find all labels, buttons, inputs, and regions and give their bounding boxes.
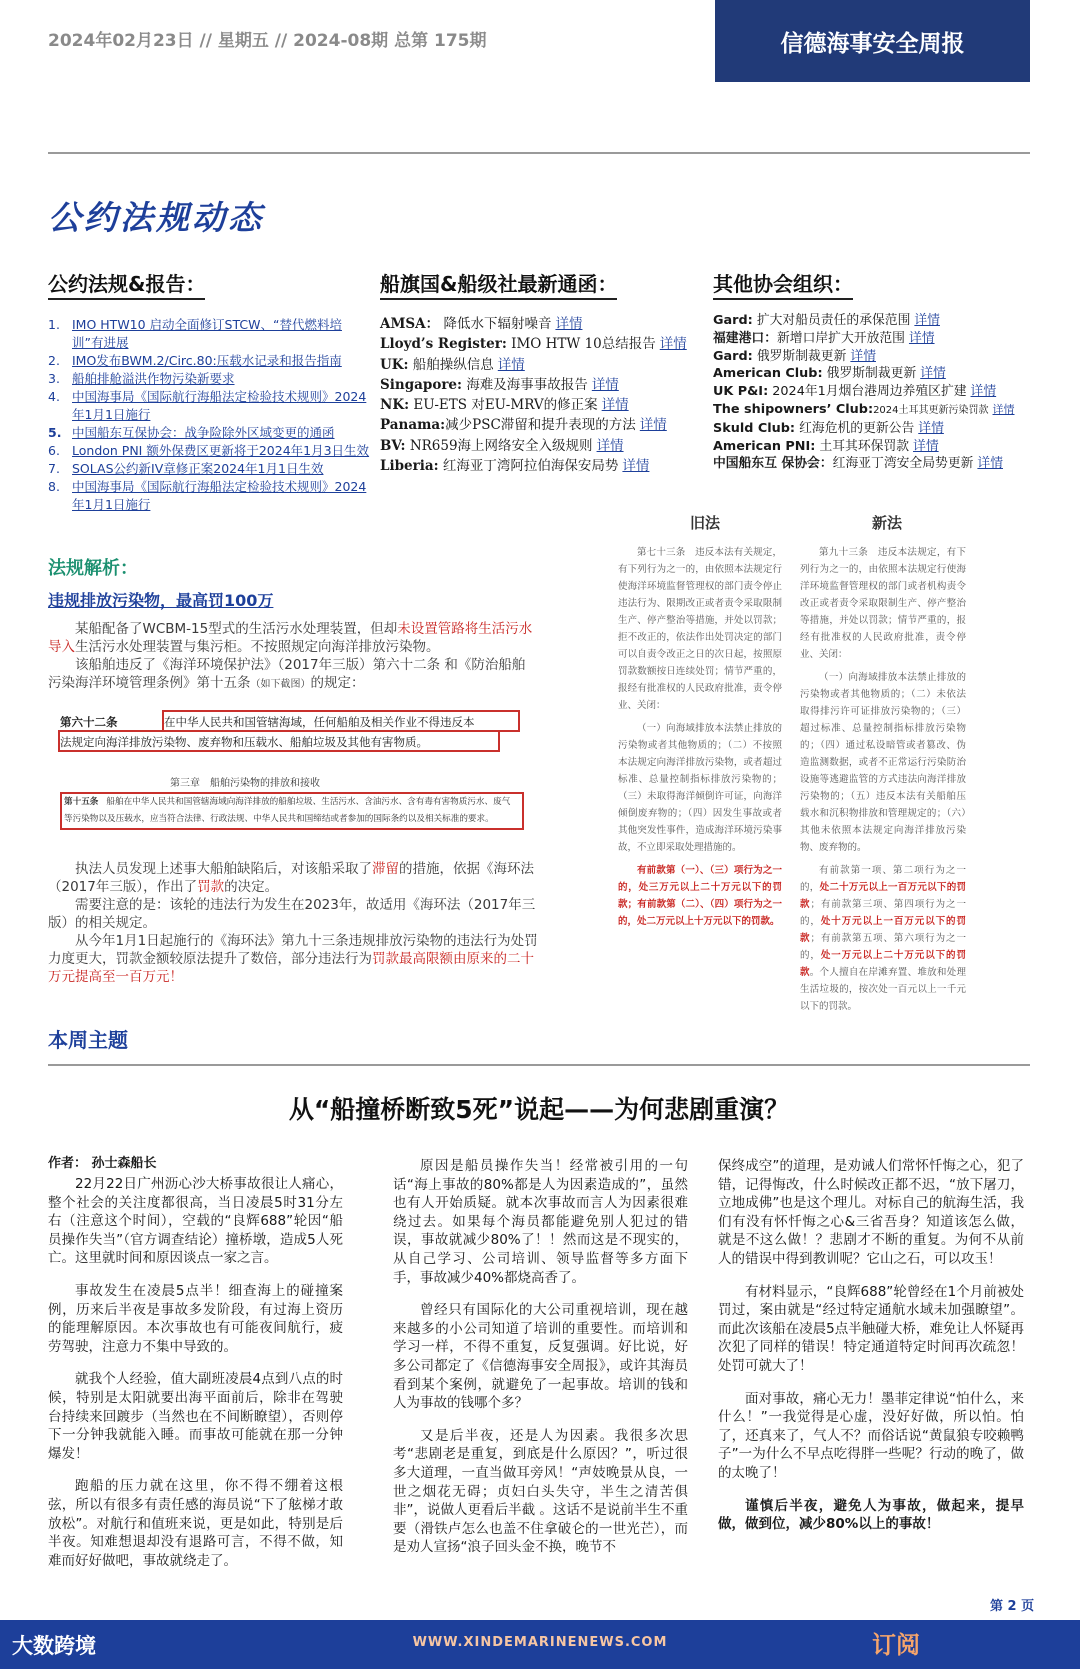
list-item: 福建港口：新增口岸扩大开放范围 详情	[713, 330, 935, 346]
list-item: The shipowners’ Club:2024土耳其更新污染罚款 详情	[713, 401, 1015, 417]
list-item[interactable]: 7. SOLAS公约新IV章修正案2024年1月1日生效	[48, 461, 324, 476]
article-column-2: 原因是船员操作失当！经常被引用的一句话“海上事故的80%都是人为因素造成的”，虽然也有人开始质疑。就本次事故而言人为因素很难绕过去。如果每个海员都能避免别人犯过的错误，事故就减少80%了！！然而这是不现实的，从自己学习、公司培训、领导监督等多方面下手，事故减少40%都烧高香了。 曾经只有国际化的大公司重视培训，现在越来越多的小公司知道了培训的重要性。而培训和学习一样，不得不重复，反复强调。好比说，好多公司都定了《信德海事安全周报》，或许其海员看到某个案例，就避免了一起事故。培训的钱和人为事故的钱哪个多？ 又是后半夜，还是人为因素。我很多次思考“悲剧老是重复，到底是什么原因？”，听过很多大道理，一直当做耳旁风！“声妓晚景从良，一世之烟花无碍；贞妇白头失守，半生之清苦俱非”，说做人更看后半截 。这话不是说前半生不重要（滑铁卢怎么也盖不住拿破仑的一世光芒），而是劝人宣扬“浪子回头金不换，晚节不	[393, 1158, 688, 1556]
details-link[interactable]: 详情	[992, 402, 1015, 416]
flag-state-heading: 船旗国&船级社最新通函：	[380, 268, 617, 300]
new-law-text: 第九十三条 违反本法规定，有下列行为之一的，由依照本法规定行使海洋环境监督管理权的部门或者机构责令改正或者责令采取限制生产、停产整治等措施，并处以罚款；情节严重的，报经有批准权的人民政府批准，责令停业、关闭： （一）向海域排放本法禁止排放的污染物或者其他物质的；（二）未依法取得排污许可证排放污染物的；（三）超过标准、总量控制指标排放污染物的；（四）通过私设暗管或者篡改、伪造监测数据，或者不正常运行污染防治设施等逃避监管的方式违法向海洋排放污染物的；（五）违反本法有关船舶压载水和沉积物排放和管理规定的；（六）其他未依照本法规定向海洋排放污染物、废弃物的。 有前款第一项、第二项行为之一的，处二十万元以上一百万元以下的罚款；有前款第三项、第四项行为之一的，处十万元以上一百万元以下的罚款；有前款第五项、第六项行为之一的，处一万元以上二十万元以下的罚款。个人擅自在岸滩弃置、堆放和处理生活垃圾的，按次处一百元以上一千元以下的罚款。	[800, 547, 966, 1012]
details-link[interactable]: 详情	[659, 336, 687, 353]
topic-divider	[48, 1064, 1030, 1066]
regulation-link[interactable]: 船舶排舱溢洪作物污染新要求	[72, 371, 235, 386]
flag-state-list	[380, 314, 687, 476]
details-link[interactable]: 详情	[497, 356, 525, 373]
regulation-link[interactable]: 中国海事局《国际航行海船法定检验技术规则》2024年1月1日施行	[72, 389, 367, 422]
list-item[interactable]: 5. 中国船东互保协会：战争险除外区域变更的通函	[48, 425, 335, 440]
chapter-caption: 第三章 船舶污染物的排放和接收	[170, 778, 320, 789]
list-item: UK: 船舶操纵信息 详情	[380, 356, 525, 373]
list-item: UK P&I: 2024年1月烟台港周边养殖区扩建 详情	[713, 384, 997, 400]
subscribe-button[interactable]: 订阅	[872, 1631, 920, 1659]
article-15-excerpt: 第十五条 船舶在中华人民共和国管辖海域向海洋排放的船舶垃圾、生活污水、含油污水、含有毒有害物质污水、废气等污染物以及压载水，应当符合法律、行政法规、中华人民共和国缔结或者参加的国际条约以及相关标准的要求。	[64, 797, 511, 824]
case-paragraph: 某船配备了WCBM-15型式的生活污水处理装置，但却未设置管路将生活污水导入生活污水处理装置与集污柜。不按照规定向海洋排放污染物。 该船舶违反了《海洋环境保护法》（2017年三版）第六十二条 和《防治船舶污染海洋环境管理条例》第十五条（如下截图）的规定：	[48, 621, 533, 691]
details-link[interactable]: 详情	[622, 458, 650, 475]
list-item: American PNI: 土耳其环保罚款 详情	[713, 438, 939, 454]
law-analysis-subtitle[interactable]: 违规排放污染物，最高罚100万	[48, 591, 274, 610]
details-link[interactable]: 详情	[601, 397, 629, 414]
new-law-heading: 新法	[872, 514, 903, 532]
law-analysis-heading: 法规解析：	[48, 558, 138, 579]
highlight-box	[58, 730, 500, 752]
details-link[interactable]: 详情	[918, 420, 944, 436]
page-number: 第 2 页	[990, 1599, 1035, 1614]
regulation-link[interactable]: SOLAS公约新IV章修正案2024年1月1日生效	[72, 461, 324, 476]
details-link[interactable]: 详情	[850, 348, 876, 364]
section-title: 公约法规动态	[48, 198, 264, 237]
list-item[interactable]: 8. 中国海事局《国际航行海船法定检验技术规则》2024年1月1日施行	[48, 478, 373, 514]
list-item: BV: NR659海上网络安全入级规则 详情	[380, 437, 624, 454]
list-item: Gard: 俄罗斯制裁更新 详情	[713, 348, 876, 364]
list-item[interactable]: 2. IMO发布BWM.2/Circ.80:压载水记录和报告指南	[48, 353, 342, 368]
list-item: 中国船东互 保协会：红海亚丁湾安全局势更新 详情	[713, 456, 1003, 472]
associations-list	[713, 312, 1015, 473]
list-item: Singapore: 海难及海事事故报告 详情	[380, 376, 619, 393]
list-item[interactable]: 4. 中国海事局《国际航行海船法定检验技术规则》2024年1月1日施行	[48, 388, 373, 424]
list-item[interactable]: 6. London PNI 额外保费区更新将于2024年1月3日生效	[48, 443, 370, 458]
article-column-3: 保终成空”的道理，是劝诫人们常怀忏悔之心，犯了错，记得悔改，什么时候改正都不迟，“放下屠刀，立地成佛”也是这个理儿。对标自己的航海生活，我们有没有怀忏悔之心&三省吾身？知道该怎么做，就是不这么做！？悲剧才不断的重复。为何不从前人的错误中得到教训呢？它山之石，可以攻玉！ 有材料显示，“良辉688”轮曾经在1个月前被处罚过，案由就是“经过特定通航水域未加强瞭望”。而此次该船在凌晨5点半触碰大桥，难免让人怀疑再次犯了同样的错误！特定通道特定时间再次疏忽！处罚可就大了！ 面对事故，痛心无力！墨菲定律说“怕什么，来什么！”一我觉得是心虚，没好好做，所以怕。怕了，还真来了，气人不？而俗话说“黄鼠狼专咬赖鸭子”一为什么不早点吃得胖一些呢？行动的晚了，做的太晚了！ 谨慎后半夜，避免人为事故，做起来，提早做，做到位，减少80%以上的事故！	[718, 1158, 1024, 1533]
old-law-text: 第七十三条 违反本法有关规定，有下列行为之一的，由依照本法规定行使海洋环境监督管理权的部门责令停止违法行为、限期改正或者责令采取限制生产、停产整治等措施，并处以罚款；拒不改正的，依法作出处罚决定的部门可以自责令改正之日的次日起，按照原罚款数额按日连续处罚；情节严重的，报经有批准权的人民政府批准，责令停业、关闭： （一）向海域排放本法禁止排放的污染物或者其他物质的；（二）不按照本法规定向海洋排放污染物，或者超过标准、总量控制指标排放污染物的；（三）未取得海洋倾倒许可证，向海洋倾倒废弃物的；（四）因发生事故或者其他突发性事件，造成海洋环境污染事故，不立即采取处理措施的。 有前款第（一）、（三）项行为之一的，处三万元以上二十万元以下的罚款；有前款第（二）、（四）项行为之一的，处二万元以上十万元以下的罚款。	[618, 547, 782, 927]
brand-banner	[715, 0, 1030, 82]
list-item: American Club: 俄罗斯制裁更新 详情	[713, 366, 946, 382]
details-link[interactable]: 详情	[596, 437, 624, 454]
list-item: NK: EU-ETS 对EU-MRV的修正案 详情	[380, 397, 629, 414]
highlight-box	[162, 710, 520, 732]
list-item: Lloyd’s Register: IMO HTW 10总结报告 详情	[380, 336, 687, 353]
list-item[interactable]: 1. IMO HTW10 启动全面修订STCW、“替代燃料培训”有进展	[48, 316, 373, 352]
enforcement-paragraph: 执法人员发现上述事大船舶缺陷后，对该船采取了滞留的措施，依据《海环法（2017年三版），作出了罚款的决定。 需要注意的是：该轮的违法行为发生在2023年，故适用《海环法（2017年三版）的相关规定。 从今年1月1日起施行的《海环法》第九十三条违规排放污染物的违法行为处罚力度更大，罚款金额较原法提升了数倍，部分违法行为罚款最高限额由原来的二十万元提高至一百万元！	[48, 861, 538, 985]
regulations-heading: 公约法规&报告：	[48, 268, 205, 300]
details-link[interactable]: 详情	[914, 313, 940, 328]
regulation-link[interactable]: IMO HTW10 启动全面修订STCW、“替代燃料培训”有进展	[72, 317, 342, 350]
highlight-box	[60, 792, 524, 830]
list-item: Panama:减少PSC滞留和提升表现的方法 详情	[380, 417, 667, 434]
top-divider	[48, 152, 1030, 154]
article-62-excerpt: 第六十二条 在中华人民共和国管辖海域，任何船舶及相关作业不得违反本 法规定向海洋排放污染物、废弃物和压载水、船舶垃圾及其他有害物质。	[60, 715, 475, 749]
list-item: Gard: 扩大对船员责任的承保范围 详情	[713, 313, 940, 328]
details-link[interactable]: 详情	[591, 376, 619, 393]
weekly-topic-heading: 本周主题	[48, 1028, 128, 1052]
list-item: Liberia: 红海亚丁湾阿拉伯海保安局势 详情	[380, 458, 650, 475]
article-title: 从“船撞桥断致5死”说起——为何悲剧重演？	[288, 1095, 790, 1124]
regulation-link[interactable]: 中国海事局《国际航行海船法定检验技术规则》2024年1月1日施行	[72, 479, 367, 512]
issue-date-line: 2024年02月23日 // 星期五 // 2024-08期 总第 175期	[48, 31, 487, 51]
watermark-logo: 大数跨境	[12, 1634, 96, 1658]
associations-heading: 其他协会组织：	[713, 268, 853, 300]
list-item: Skuld Club: 红海危机的更新公告 详情	[713, 420, 944, 436]
website-link[interactable]: WWW.XINDEMARINENEWS.COM	[412, 1635, 668, 1650]
details-link[interactable]: 详情	[977, 456, 1003, 472]
details-link[interactable]: 详情	[970, 384, 997, 400]
regulation-link[interactable]: IMO发布BWM.2/Circ.80:压载水记录和报告指南	[72, 353, 342, 368]
list-item: AMSA： 降低水下辐射噪音 详情	[380, 316, 583, 332]
list-item[interactable]: 3. 船舶排舱溢洪作物污染新要求	[48, 371, 235, 386]
old-law-heading: 旧法	[690, 514, 721, 532]
details-link[interactable]: 详情	[555, 316, 583, 332]
article-column-1: 22月22日广州沥心沙大桥事故很让人痛心，整个社会的关注度都很高，当日凌晨5时31分左右（注意这个时间），空载的“良辉688”轮因“船员操作失当”（官方调查结论）撞桥墩，造成5人死亡。这里就时间和原因谈点一家之言。 事故发生在凌晨5点半！细查海上的碰撞案例，历来后半夜是事故多发阶段，有过海上资历的能理解原因。本次事故也有可能夜间航行，疲劳驾驶，注意力不集中导致的。 就我个人经验，值大副班凌晨4点到八点的时候，特别是太阳就要出海平面前后，除非在驾驶台持续来回踱步（当然也在不间断瞭望），否则停下一分钟我就能入睡。而事故可能就在那一分钟爆发！ 跑船的压力就在这里，你不得不绷着这根弦，所以有很多有责任感的海员说“下了舷梯才敢放松”。对航行和值班来说，更是如此，特别是后半夜。知难想退却没有退路可言，不得不做，知难而好好做吧，事故就绕走了。	[48, 1176, 343, 1569]
article-author: 作者： 孙士森船长	[48, 1156, 157, 1171]
regulation-link[interactable]: 中国船东互保协会：战争险除外区域变更的通函	[72, 425, 335, 440]
details-link[interactable]: 详情	[920, 366, 946, 382]
details-link[interactable]: 详情	[913, 438, 939, 454]
regulations-list	[48, 316, 373, 514]
details-link[interactable]: 详情	[639, 417, 667, 434]
regulation-link[interactable]: London PNI 额外保费区更新将于2024年1月3日生效	[72, 443, 370, 458]
details-link[interactable]: 详情	[908, 330, 935, 346]
brand-title: 信德海事安全周报	[780, 30, 965, 57]
